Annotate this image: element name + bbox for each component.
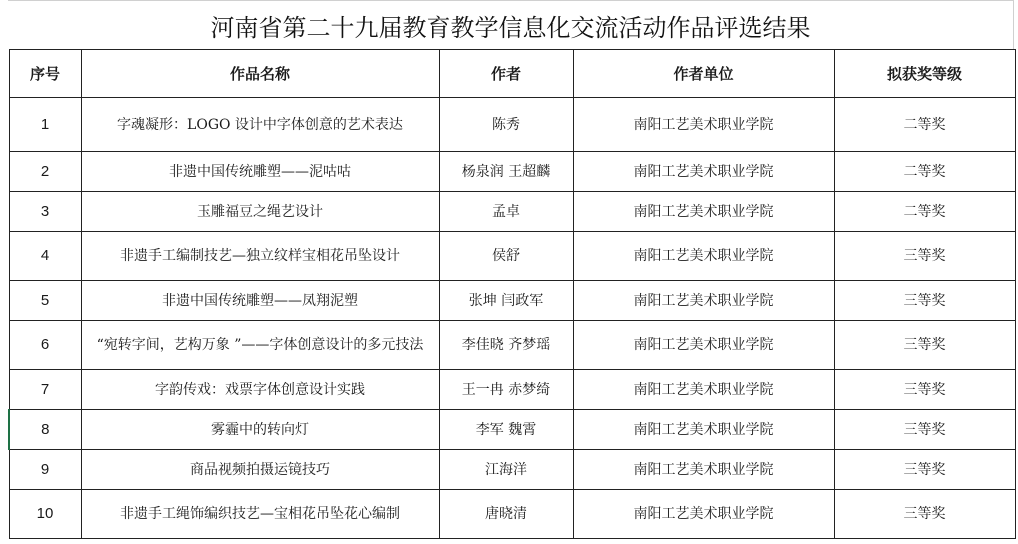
cell-author[interactable]: 张坤 闫政军 xyxy=(439,281,573,321)
cell-author[interactable]: 孟卓 xyxy=(439,192,573,232)
table-row xyxy=(9,410,1015,450)
cell-number[interactable]: 6 xyxy=(9,321,81,370)
cell-award-level[interactable]: 三等奖 xyxy=(834,450,1015,490)
table-row xyxy=(9,450,1015,490)
cell-work-name[interactable]: 非遗中国传统雕塑——泥咕咕 xyxy=(81,152,439,192)
cell-award-level[interactable]: 三等奖 xyxy=(834,410,1015,450)
table-row xyxy=(9,370,1015,410)
table-row xyxy=(9,192,1015,232)
cell-author[interactable]: 杨泉润 王超麟 xyxy=(439,152,573,192)
cell-author-unit[interactable]: 南阳工艺美术职业学院 xyxy=(573,490,834,539)
cell-number[interactable]: 3 xyxy=(9,192,81,232)
header-author[interactable]: 作者 xyxy=(439,50,573,98)
cell-work-name[interactable]: 字韵传戏：戏票字体创意设计实践 xyxy=(81,370,439,410)
cell-work-name[interactable]: 非遗中国传统雕塑——凤翔泥塑 xyxy=(81,281,439,321)
cell-award-level[interactable]: 三等奖 xyxy=(834,232,1015,281)
cell-author-unit[interactable]: 南阳工艺美术职业学院 xyxy=(573,321,834,370)
table-row xyxy=(9,152,1015,192)
table-row xyxy=(9,232,1015,281)
cell-author[interactable]: 李军 魏霄 xyxy=(439,410,573,450)
cell-award-level[interactable]: 三等奖 xyxy=(834,370,1015,410)
header-number[interactable]: 序号 xyxy=(9,50,81,98)
cell-author[interactable]: 江海洋 xyxy=(439,450,573,490)
cell-author-unit[interactable]: 南阳工艺美术职业学院 xyxy=(573,192,834,232)
cell-author-unit[interactable]: 南阳工艺美术职业学院 xyxy=(573,370,834,410)
cell-number[interactable]: 10 xyxy=(9,490,81,539)
cell-work-name[interactable]: 非遗手工绳饰编织技艺—宝相花吊坠花心编制 xyxy=(81,490,439,539)
cell-author[interactable]: 唐晓清 xyxy=(439,490,573,539)
cell-number[interactable]: 9 xyxy=(9,450,81,490)
cell-work-name[interactable]: 雾霾中的转向灯 xyxy=(81,410,439,450)
cell-work-name[interactable]: 商品视频拍摄运镜技巧 xyxy=(81,450,439,490)
cell-work-name[interactable]: 非遗手工编制技艺—独立纹样宝相花吊坠设计 xyxy=(81,232,439,281)
cell-award-level[interactable]: 三等奖 xyxy=(834,321,1015,370)
sheet-title[interactable]: 河南省第二十九届教育教学信息化交流活动作品评选结果 xyxy=(8,0,1014,50)
cell-number[interactable]: 5 xyxy=(9,281,81,321)
cell-number[interactable]: 8 xyxy=(9,410,81,450)
header-award-level[interactable]: 拟获奖等级 xyxy=(834,50,1015,98)
header-row xyxy=(9,50,1015,98)
cell-award-level[interactable]: 二等奖 xyxy=(834,98,1015,152)
cell-number[interactable]: 7 xyxy=(9,370,81,410)
cell-award-level[interactable]: 三等奖 xyxy=(834,490,1015,539)
cell-number[interactable]: 4 xyxy=(9,232,81,281)
cell-work-name[interactable]: 字魂凝形：LOGO 设计中字体创意的艺术表达 xyxy=(81,98,439,152)
table-row xyxy=(9,490,1015,539)
cell-award-level[interactable]: 三等奖 xyxy=(834,281,1015,321)
header-work-name[interactable]: 作品名称 xyxy=(81,50,439,98)
cell-author[interactable]: 李佳晓 齐梦瑶 xyxy=(439,321,573,370)
cell-award-level[interactable]: 二等奖 xyxy=(834,152,1015,192)
cell-award-level[interactable]: 二等奖 xyxy=(834,192,1015,232)
cell-work-name[interactable]: “宛转字间，艺构万象 ”——字体创意设计的多元技法 xyxy=(81,321,439,370)
table-row xyxy=(9,281,1015,321)
cell-author[interactable]: 王一冉 赤梦绮 xyxy=(439,370,573,410)
table-row xyxy=(9,98,1015,152)
cell-author-unit[interactable]: 南阳工艺美术职业学院 xyxy=(573,152,834,192)
results-table xyxy=(8,49,1016,539)
cell-work-name[interactable]: 玉雕福豆之绳艺设计 xyxy=(81,192,439,232)
cell-number[interactable]: 1 xyxy=(9,98,81,152)
cell-author-unit[interactable]: 南阳工艺美术职业学院 xyxy=(573,410,834,450)
cell-number[interactable]: 2 xyxy=(9,152,81,192)
cell-author-unit[interactable]: 南阳工艺美术职业学院 xyxy=(573,450,834,490)
cell-author-unit[interactable]: 南阳工艺美术职业学院 xyxy=(573,281,834,321)
table-row xyxy=(9,321,1015,370)
cell-author-unit[interactable]: 南阳工艺美术职业学院 xyxy=(573,232,834,281)
cell-author-unit[interactable]: 南阳工艺美术职业学院 xyxy=(573,98,834,152)
header-author-unit[interactable]: 作者单位 xyxy=(573,50,834,98)
cell-author[interactable]: 侯舒 xyxy=(439,232,573,281)
cell-author[interactable]: 陈秀 xyxy=(439,98,573,152)
